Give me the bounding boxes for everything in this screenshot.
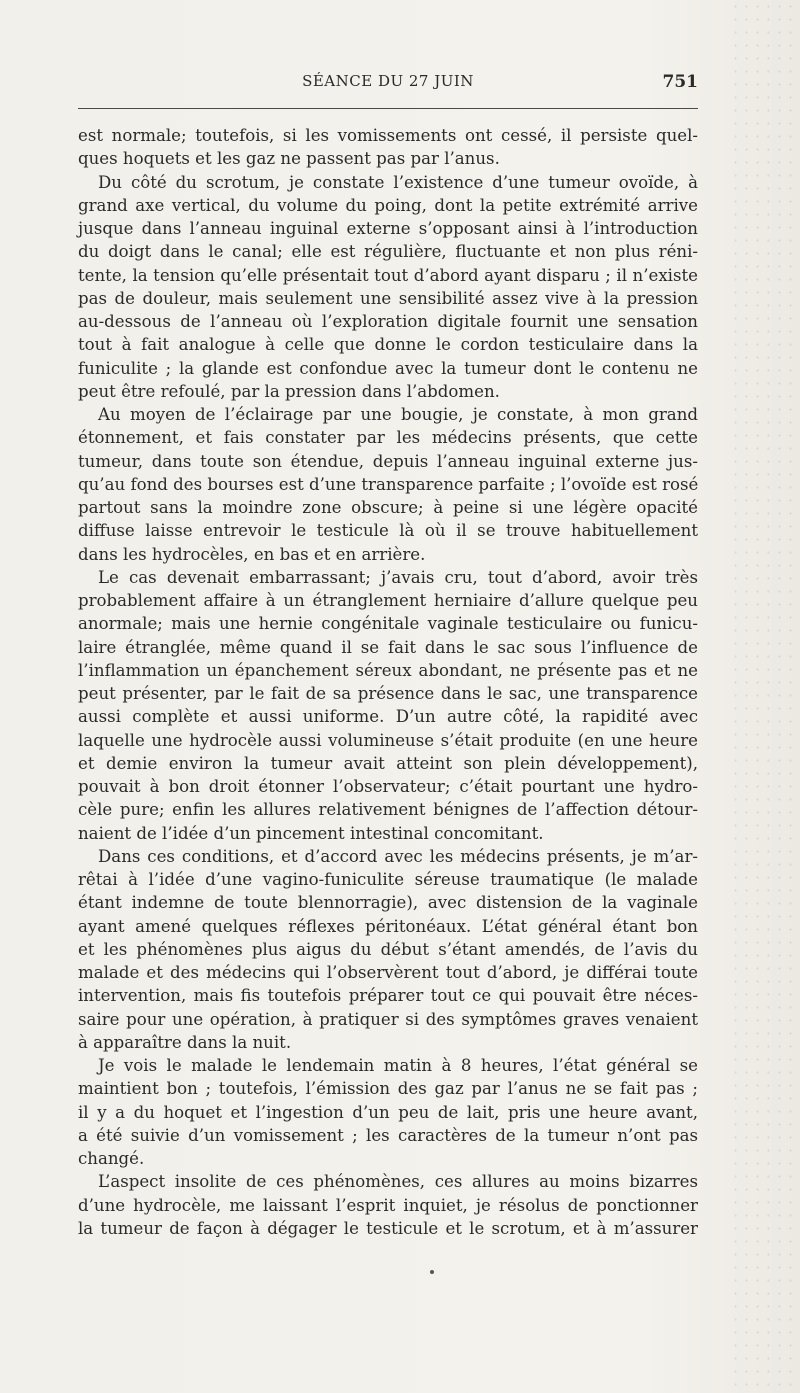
text-line: et les phénomènes plus aigus du début s’étant amendés, de l’avis du	[78, 939, 698, 959]
text-line: Au moyen de l’éclairage par une bougie, je constate, à mon grand	[98, 405, 698, 424]
text-line: Je vois le malade le lendemain matin à 8 heures, l’état général se	[98, 1056, 698, 1075]
text-line: L’aspect insolite de ces phénomènes, ces allures au moins bizarres	[98, 1172, 698, 1192]
text-line: qu’au fond des bourses est d’une transparence parfaite ; l’ovoïde est rosé	[78, 474, 699, 494]
text-line: laire étranglée, même quand il se fait dans le sac sous l’influence de	[78, 637, 698, 657]
text-line: et demie environ la tumeur avait atteint son plein développement),	[78, 753, 698, 773]
text-line: cèle pure; enfin les allures relativement bénignes de l’affection détour-	[78, 800, 698, 820]
text-line: probablement affaire à un étranglement herniaire d’allure quelque peu	[78, 591, 698, 610]
text-line: laquelle une hydrocèle aussi volumineuse s’était produite (en une heure	[78, 730, 698, 750]
page-header	[78, 72, 698, 98]
body-text	[78, 124, 698, 1240]
text-line: aussi complète et aussi uniforme. D’un autre côté, la rapidité avec	[78, 707, 698, 727]
ink-speck	[430, 1270, 434, 1274]
text-line: tumeur, dans toute son étendue, depuis l’anneau inguinal externe jus-	[78, 451, 698, 471]
text-line: Le cas devenait embarrassant; j’avais cru, tout d’abord, avoir très	[98, 567, 698, 587]
text-line: ayant amené quelques réflexes péritonéaux. L’état général étant bon	[78, 916, 698, 936]
text-line: ques hoquets et les gaz ne passent pas par l’anus.	[78, 149, 500, 169]
text-line: étonnement, et fais constater par les médecins présents, que cette	[78, 428, 698, 448]
text-line: jusque dans l’anneau inguinal externe s’opposant ainsi à l’introduction	[78, 219, 698, 238]
text-line: changé.	[78, 1149, 145, 1168]
page-number: 751	[662, 72, 698, 92]
text-line: peut présenter, par le fait de sa présence dans le sac, une transparence	[78, 684, 698, 703]
text-line: Dans ces conditions, et d’accord avec les médecins présents, je m’ar-	[98, 846, 698, 866]
text-line: funiculite ; la glande est confondue avec la tumeur dont le contenu ne	[78, 358, 698, 378]
text-line: au-dessous de l’anneau où l’exploration digitale fournit une sensation	[78, 312, 698, 331]
text-line: Du côté du scrotum, je constate l’existence d’une tumeur ovoïde, à	[98, 172, 698, 192]
text-line: est normale; toutefois, si les vomissements ont cessé, il persiste quel-	[78, 126, 698, 145]
text-line: tente, la tension qu’elle présentait tout d’abord ayant disparu ; il n’existe	[78, 265, 698, 285]
text-line: intervention, mais fis toutefois préparer tout ce qui pouvait être néces-	[78, 986, 698, 1006]
text-line: maintient bon ; toutefois, l’émission des gaz par l’anus ne se fait pas ;	[78, 1079, 698, 1099]
text-line: la tumeur de façon à dégager le testicule et le scrotum, et à m’assurer	[78, 1218, 698, 1238]
text-line: a été suivie d’un vomissement ; les caractères de la tumeur n’ont pas	[78, 1125, 698, 1145]
text-line: malade et des médecins qui l’observèrent tout d’abord, je différai toute	[78, 963, 698, 982]
text-line: étant indemne de toute blennorragie), avec distension de la vaginale	[78, 893, 698, 913]
text-line: pouvait à bon droit étonner l’observateur; c’était pourtant une hydro-	[78, 777, 698, 796]
text-line: peut être refoulé, par la pression dans l’abdomen.	[78, 381, 500, 401]
text-line: rêtai à l’idée d’une vagino-funiculite séreuse traumatique (le malade	[78, 870, 698, 889]
text-line: l’inflammation un épanchement séreux abondant, ne présente pas et ne	[78, 660, 698, 680]
text-line: du doigt dans le canal; elle est régulière, fluctuante et non plus réni-	[78, 242, 698, 262]
header-rule	[78, 108, 698, 109]
page-edge-texture	[730, 0, 800, 1393]
text-line: d’une hydrocèle, me laissant l’esprit inquiet, je résolus de ponctionner	[78, 1195, 698, 1215]
running-head: SÉANCE DU 27 JUIN	[302, 72, 474, 90]
text-line: partout sans la moindre zone obscure; à peine si une légère opacité	[78, 498, 698, 517]
text-line: anormale; mais une hernie congénitale vaginale testiculaire ou funicu-	[78, 614, 698, 634]
text-line: pas de douleur, mais seulement une sensibilité assez vive à la pression	[78, 288, 698, 308]
text-line: à apparaître dans la nuit.	[78, 1032, 292, 1052]
text-line: il y a du hoquet et l’ingestion d’un peu de lait, pris une heure avant,	[78, 1102, 698, 1122]
text-line: dans les hydrocèles, en bas et en arrière.	[78, 544, 426, 564]
text-line: tout à fait analogue à celle que donne le cordon testiculaire dans la	[78, 335, 698, 355]
text-line: grand axe vertical, du volume du poing, dont la petite extrémité arrive	[78, 195, 698, 215]
text-line: saire pour une opération, à pratiquer si des symptômes graves venaient	[78, 1009, 698, 1029]
text-line: diffuse laisse entrevoir le testicule là où il se trouve habituellement	[78, 521, 698, 541]
text-line: naient de l’idée d’un pincement intestinal concomitant.	[78, 823, 544, 843]
